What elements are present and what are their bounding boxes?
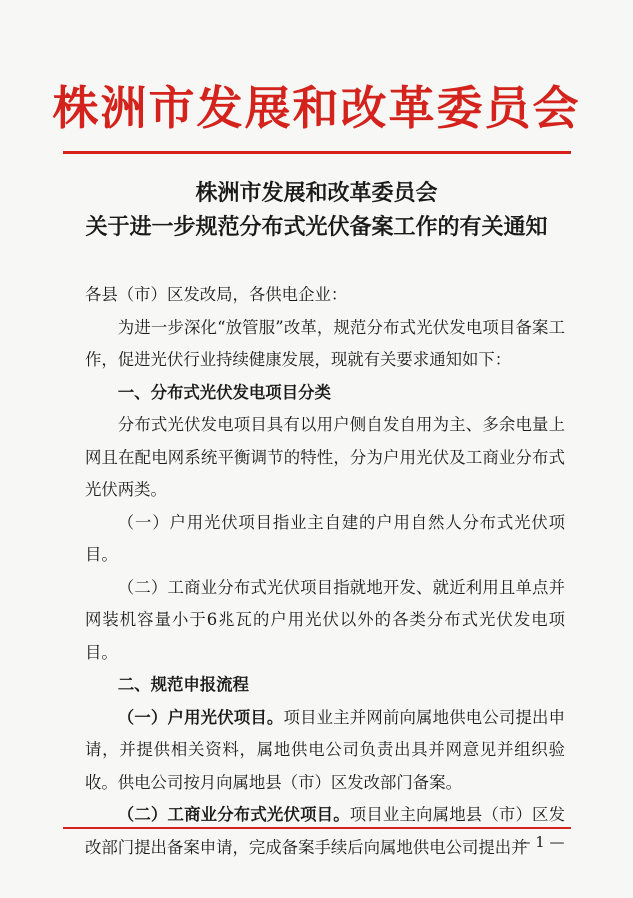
salutation: 各县（市）区发改局，各供电企业：: [85, 285, 348, 304]
section2-item1-text: 项目业主并网前向属地供电公司提出申请，并提供相关资料，属地供电公司负责出具并网意见并组织验收。供电公司按月向属地县（市）区发改部门备案。: [85, 707, 566, 792]
section2-item1: [85, 702, 565, 800]
section1-paragraph: 分布式光伏发电项目具有以用户侧自发自用为主、多余电量上网且在配电网系统平衡调节的特性，分为户用光伏及工商业分布式光伏两类。: [85, 415, 565, 499]
document-title-line1: 株洲市发展和改革委员会: [195, 180, 438, 206]
section1-item2: （二）工商业分布式光伏项目指就地开发、就近利用且单点并网装机容量小于6兆瓦的户用光伏以外的各类分布式光伏发电项目。: [85, 577, 565, 662]
section2-item2-label: （二）工商业分布式光伏项目。: [117, 805, 350, 824]
org-header: 株洲市发展和改革委员会: [52, 81, 581, 135]
document-title-line2: 关于进一步规范分布式光伏备案工作的有关通知: [85, 214, 548, 240]
section2-heading: 二、规范申报流程: [117, 675, 249, 694]
section1-heading: 一、分布式光伏发电项目分类: [117, 382, 331, 402]
section2-item2: [85, 799, 565, 864]
intro-paragraph: 为进一步深化“放管服”改革，规范分布式光伏发电项目备案工作，促进光伏行业持续健康发展，现就有关要求通知如下：: [85, 317, 565, 369]
page-number: — 1 —: [515, 833, 565, 851]
section1-item1: （一）户用光伏项目指业主自建的户用自然人分布式光伏项目。: [85, 512, 565, 564]
section2-item2-text: 项目业主向属地县（市）区发改部门提出备案申请，完成备案手续后向属地供电公司提出并: [85, 805, 566, 857]
red-divider-top: [63, 151, 571, 154]
red-divider-bottom: [63, 827, 571, 829]
section2-item1-label: （一）户用光伏项目。: [117, 707, 284, 727]
document-body: [85, 279, 565, 864]
